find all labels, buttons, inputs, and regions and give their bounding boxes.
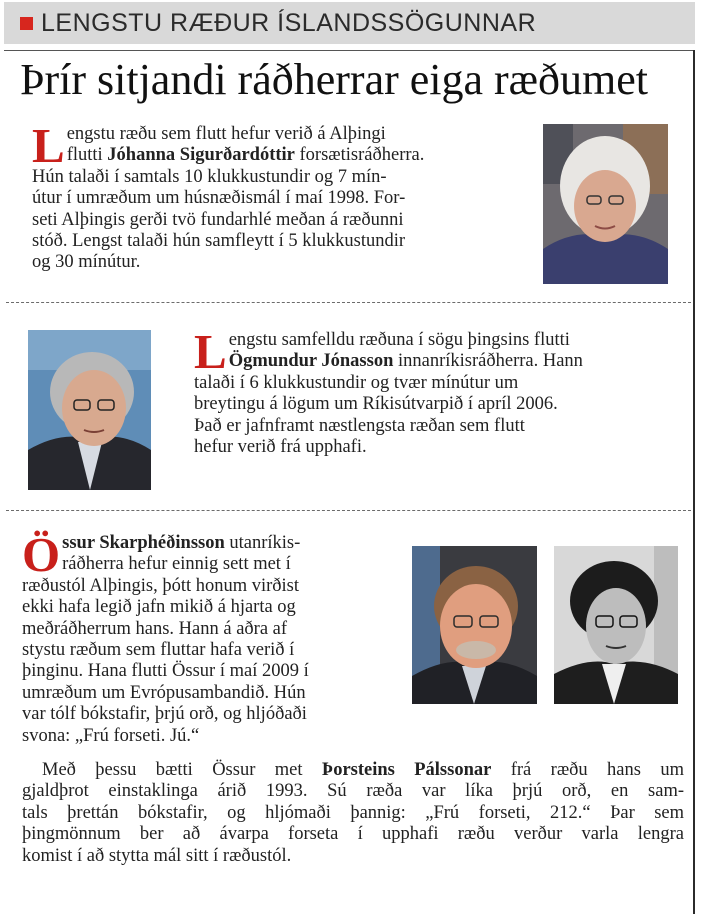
text-run: og 30 mínútur. <box>32 252 141 273</box>
section-kicker <box>4 2 695 44</box>
text-run: útur í umræðum um húsnæðismál í maí 1998. For- <box>32 188 406 209</box>
article-paragraph-ogmundur <box>194 324 672 458</box>
drop-cap: L <box>32 118 65 173</box>
kicker-label: LENGSTU RÆÐUR ÍSLANDSSÖGUNNAR <box>41 8 537 37</box>
red-square-icon <box>20 17 33 30</box>
text-run: ráðherra hefur einnig sett met í <box>62 554 291 575</box>
text-run: innanríkisráðherra. Hann <box>393 351 583 372</box>
portrait-ossur-photo <box>412 546 537 704</box>
text-run: meðráðherrum hans. Hann á aðra af <box>22 618 288 639</box>
text-line <box>22 781 684 802</box>
text-line <box>194 394 672 415</box>
text-line <box>32 145 528 166</box>
drop-cap: Ö <box>22 527 61 582</box>
text-line <box>32 231 528 252</box>
text-line <box>22 576 404 597</box>
article-paragraph-johanna <box>32 118 528 274</box>
text-run: umræðum um Evrópusambandið. Hún <box>22 682 306 703</box>
text-run: Hún talaði í samtals 10 klukkustundir og 7 mín- <box>32 166 387 187</box>
drop-cap: L <box>194 324 227 379</box>
frame-top-rule <box>4 50 695 51</box>
portrait-johanna-photo <box>543 124 668 284</box>
text-line <box>22 704 404 725</box>
text-run: komist í að stytta mál sitt í ræðustól. <box>22 845 292 866</box>
person-name: Þorsteins Pálssonar <box>321 760 492 780</box>
text-line <box>22 554 404 575</box>
section-divider <box>6 302 691 303</box>
text-run: utanríkis- <box>224 533 301 553</box>
text-line <box>22 803 684 824</box>
text-line <box>22 640 404 661</box>
portrait-thorsteinn-photo <box>554 546 678 704</box>
text-run: gjaldþrot einstaklinga árið 1993. Sú ræða var líka þrjú orð, en sam- <box>22 781 684 802</box>
text-run: þingmönnum ber að ávarpa forseta í upphafi ræðu verður varla lengra <box>22 824 684 845</box>
text-line <box>194 416 672 437</box>
text-run: svona: „Frú forseti. Jú.“ <box>22 725 200 746</box>
text-line <box>22 824 684 845</box>
article-paragraph-thorsteinn <box>22 760 684 867</box>
text-run: Með þessu bætti Össur met <box>42 760 322 780</box>
text-line <box>32 124 528 145</box>
text-line <box>194 351 672 372</box>
text-line <box>22 760 684 781</box>
person-name: Jóhanna Sigurðardóttir <box>107 145 295 166</box>
text-run: breytingu á lögum um Ríkisútvarpið í apríl 2006. <box>194 394 558 415</box>
text-line <box>22 597 404 618</box>
text-line <box>22 661 404 682</box>
text-line <box>194 437 672 458</box>
text-run: ekki hafa legið jafn mikið á hjarta og <box>22 597 296 618</box>
text-run: frá ræðu hans um <box>491 760 684 780</box>
text-run: var tólf bókstafir, þrjú orð, og hljóðaði <box>22 704 307 725</box>
text-line <box>32 188 528 209</box>
text-line <box>22 846 684 867</box>
text-line <box>32 252 528 273</box>
text-line <box>194 373 672 394</box>
text-line <box>22 683 404 704</box>
text-line <box>194 330 672 351</box>
text-line <box>32 167 528 188</box>
frame-right-rule <box>693 50 695 914</box>
text-run: forsætisráðherra. <box>294 145 425 166</box>
text-run: flutti <box>66 145 108 166</box>
person-name: Ögmundur Jónasson <box>228 351 394 372</box>
text-line <box>32 210 528 231</box>
text-run: hefur verið frá upphafi. <box>194 437 367 458</box>
section-divider <box>6 510 691 511</box>
portrait-ogmundur-photo <box>28 330 151 490</box>
text-run: engstu ræðu sem flutt hefur verið á Alþingi <box>66 124 386 144</box>
text-line <box>22 533 404 554</box>
text-run: stystu ræðum sem fluttar hafa verið í <box>22 640 295 661</box>
text-run: þinginu. Hana flutti Össur í maí 2009 í <box>22 661 309 682</box>
text-run: stóð. Lengst talaði hún samfleytt í 5 klukkustundir <box>32 231 406 252</box>
text-line <box>22 726 404 747</box>
person-name: ssur Skarphéðinsson <box>62 533 225 553</box>
text-run: seti Alþingis gerði tvö fundarhlé meðan á ræðunni <box>32 209 404 230</box>
text-run: engstu samfelldu ræðuna í sögu þingsins flutti <box>228 330 570 350</box>
article-paragraph-ossur <box>22 527 404 747</box>
headline: Þrír sitjandi ráðherrar eiga ræðumet <box>20 55 649 104</box>
text-run: talaði í 6 klukkustundir og tvær mínútur um <box>194 372 519 393</box>
text-run: Það er jafnframt næstlengsta ræðan sem flutt <box>194 415 525 436</box>
text-run: ræðustól Alþingis, þótt honum virðist <box>22 575 300 596</box>
text-run: tals þrettán bókstafir, og hljómaði þannig: „Frú forseti, 212.“ Þar sem <box>22 802 684 823</box>
text-line <box>22 619 404 640</box>
